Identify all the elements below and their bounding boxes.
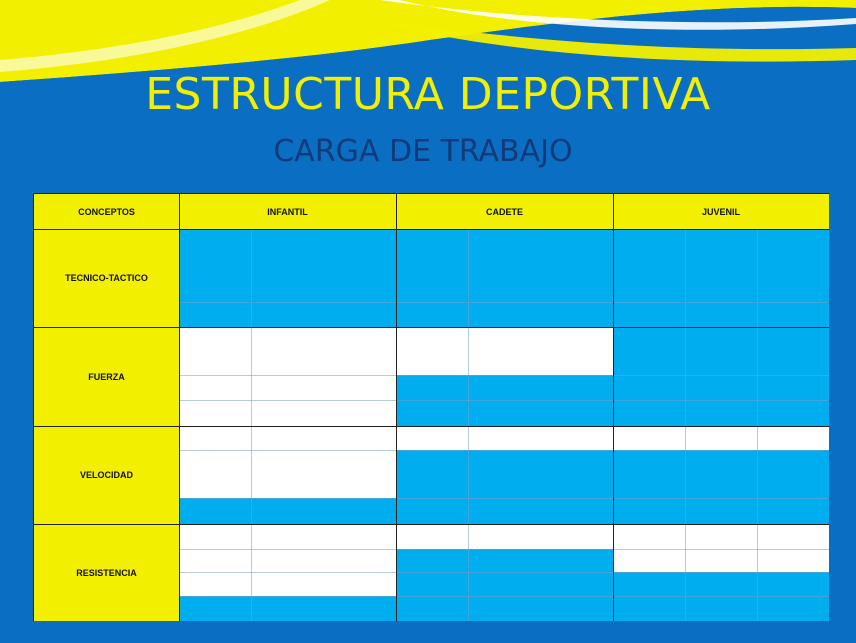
grid-line <box>34 426 829 427</box>
resistencia-infantil-white-cells <box>179 524 396 596</box>
subgrid-line <box>468 229 469 621</box>
row-label-tecnico-tactico: TECNICO-TACTICO <box>34 229 179 327</box>
grid-line <box>613 194 614 621</box>
subgrid-line <box>179 450 829 451</box>
grid-line <box>179 194 180 621</box>
header-conceptos: CONCEPTOS <box>34 194 179 229</box>
resistencia-cadete-blue-cells <box>396 549 613 621</box>
page-title: ESTRUCTURA DEPORTIVA <box>145 69 711 120</box>
subgrid-line <box>251 229 252 621</box>
resistencia-infantil-blue-cells <box>179 596 396 621</box>
subgrid-line <box>179 400 829 401</box>
grid-line <box>396 194 397 621</box>
row-label-velocidad: VELOCIDAD <box>34 426 179 524</box>
workload-table <box>33 193 829 621</box>
subgrid-line <box>685 229 686 621</box>
resistencia-cadete-white-cells <box>396 524 613 549</box>
row-label-fuerza: FUERZA <box>34 327 179 426</box>
subgrid-line <box>757 229 758 621</box>
fuerza-cadete-white-cells <box>396 327 613 375</box>
fuerza-infantil-cells <box>179 327 396 426</box>
header-juvenil: JUVENIL <box>613 194 829 229</box>
subgrid-line <box>179 596 829 597</box>
fuerza-juvenil-cells <box>613 327 829 426</box>
row-label-resistencia: RESISTENCIA <box>34 524 179 621</box>
subgrid-line <box>179 498 829 499</box>
grid-line <box>34 524 829 525</box>
header-cadete: CADETE <box>396 194 613 229</box>
grid-line <box>34 327 829 328</box>
header-infantil: INFANTIL <box>179 194 396 229</box>
resistencia-juvenil-white-cells <box>613 524 829 572</box>
page-subtitle: CARGA DE TRABAJO <box>273 134 573 169</box>
velocidad-infantil-white-cells <box>179 426 396 498</box>
subgrid-line <box>179 549 829 550</box>
velocidad-infantil-blue-cells <box>179 498 396 524</box>
tecnico-tactico-load-cells <box>179 229 829 327</box>
subgrid-line <box>179 375 829 376</box>
grid-line <box>34 229 829 230</box>
subgrid-line <box>179 302 829 303</box>
subgrid-line <box>179 572 829 573</box>
